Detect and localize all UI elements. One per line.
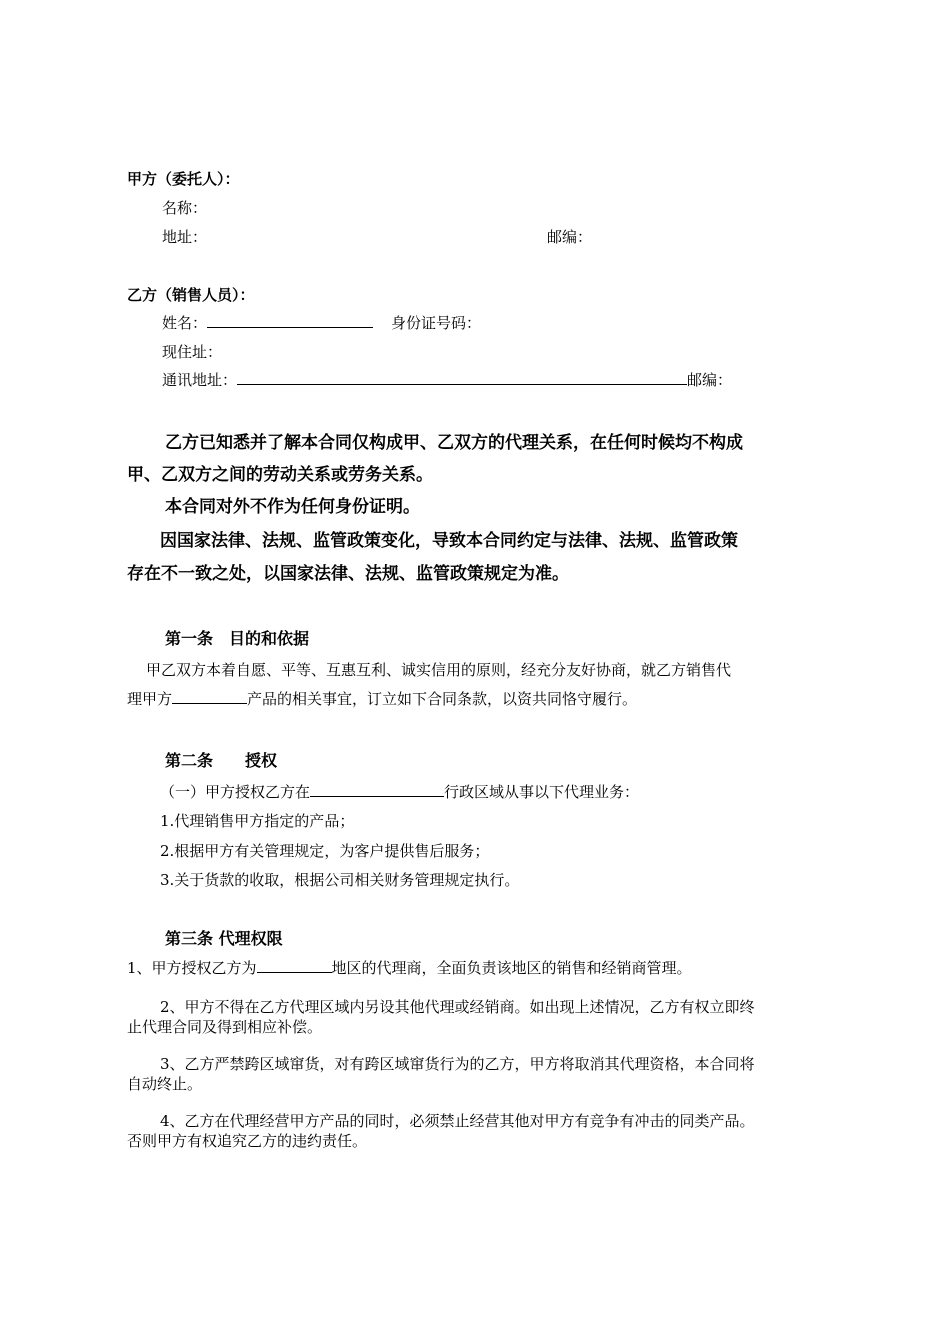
party-b-mail-row [162, 370, 732, 390]
article-3-para-4-line-1: 4、乙方在代理经营甲方产品的同时，必须禁止经营其他对甲方有竞争有冲击的同类产品。 [160, 1112, 755, 1130]
article-2-item-3: 3.关于货款的收取，根据公司相关财务管理规定执行。 [160, 871, 520, 889]
article-1-line-2-start: 理甲方 [127, 690, 173, 708]
notice-line-3: 本合同对外不作为任何身份证明。 [165, 497, 420, 517]
article-3-area-blank [257, 958, 332, 973]
party-b-residence-label: 现住址： [162, 343, 223, 361]
article-1-product-blank [172, 689, 247, 704]
article-1-line-2-end: 产品的相关事宜，订立如下合同条款，以资共同恪守履行。 [247, 690, 638, 708]
article-2-region-blank [310, 782, 444, 797]
notice-line-4: 因国家法律、法规、监管政策变化，导致本合同约定与法律、法规、监管政策 [160, 531, 738, 551]
party-b-heading: 乙方（销售人员）： [127, 286, 255, 304]
party-b-mail-address-label: 通讯地址： [162, 371, 238, 389]
party-b-mail-address-blank [237, 370, 687, 385]
article-3-para-1-start: 1、甲方授权乙方为 [127, 959, 257, 977]
party-a-postcode-label: 邮编： [547, 228, 593, 246]
article-2-item-2: 2.根据甲方有关管理规定，为客户提供售后服务； [160, 842, 490, 860]
notice-line-1: 乙方已知悉并了解本合同仅构成甲、乙双方的代理关系，在任何时候均不构成 [165, 433, 743, 453]
article-2-item-0-end: 行政区域从事以下代理业务： [444, 783, 640, 801]
article-3-para-2-line-1: 2、甲方不得在乙方代理区域内另设其他代理或经销商。如出现上述情况，乙方有权立即终 [160, 998, 755, 1016]
article-3-para-2-line-2: 止代理合同及得到相应补偿。 [127, 1018, 323, 1036]
article-3-para-1-end: 地区的代理商，全面负责该地区的销售和经销商管理。 [331, 959, 692, 977]
article-2-item-0 [160, 782, 639, 802]
article-3-para-1 [127, 958, 692, 978]
article-3-para-3-line-2: 自动终止。 [127, 1075, 203, 1093]
party-b-name-blank [207, 313, 373, 328]
party-a-address-label: 地址： [162, 228, 208, 246]
article-3-title: 第三条 代理权限 [165, 929, 283, 948]
party-b-id-label: 身份证号码： [391, 314, 482, 332]
article-2-title: 第二条 授权 [165, 751, 278, 770]
article-3-para-4-line-2: 否则甲方有权追究乙方的违约责任。 [127, 1132, 368, 1150]
party-b-name-row [162, 313, 481, 333]
party-b-name-label: 姓名： [162, 314, 208, 332]
article-1-line-1: 甲乙双方本着自愿、平等、互惠互利、诚实信用的原则，经充分友好协商，就乙方销售代 [146, 661, 732, 679]
party-a-heading: 甲方（委托人）： [127, 170, 240, 188]
notice-line-5: 存在不一致之处，以国家法律、法规、监管政策规定为准。 [127, 564, 569, 584]
article-1-line-2 [127, 689, 637, 709]
party-a-name-label: 名称： [162, 199, 208, 217]
party-b-postcode-label: 邮编： [687, 371, 733, 389]
article-1-title: 第一条 目的和依据 [165, 629, 310, 648]
article-3-para-3-line-1: 3、乙方严禁跨区域窜货，对有跨区域窜货行为的乙方，甲方将取消其代理资格，本合同将 [160, 1055, 755, 1073]
notice-line-2: 甲、乙双方之间的劳动关系或劳务关系。 [127, 465, 433, 485]
article-2-item-1: 1.代理销售甲方指定的产品； [160, 812, 355, 830]
article-2-item-0-start: （一）甲方授权乙方在 [160, 783, 311, 801]
